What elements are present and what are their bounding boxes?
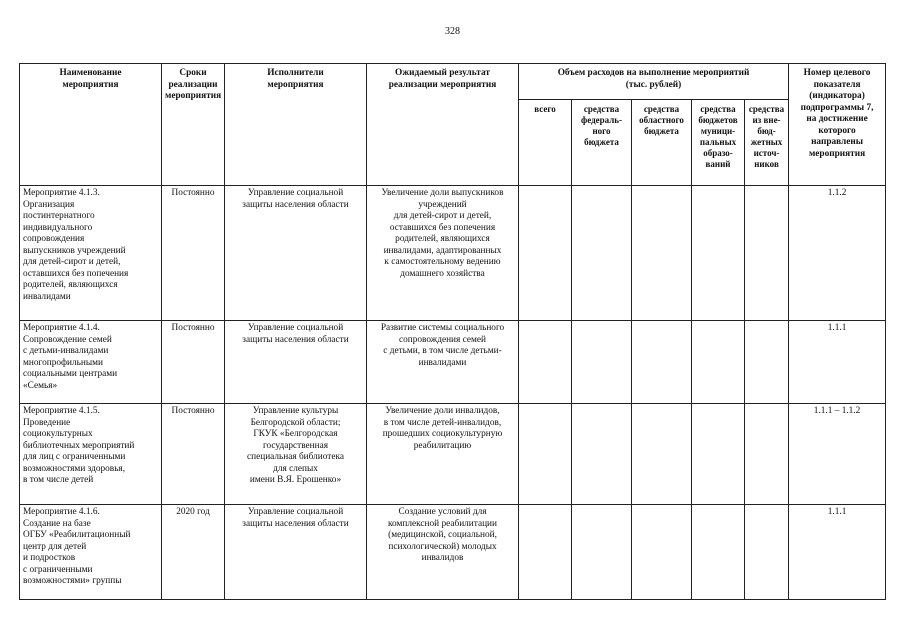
measure-executor: Управление социальной защиты населения области [225,321,367,404]
expense-total-cell [519,186,572,321]
expense-total-cell [519,321,572,404]
measure-term: Постоянно [162,321,225,404]
measure-name: Мероприятие 4.1.3. Организация постинтернатного индивидуального сопровождения выпускников учреждений для детей-сирот и детей, оставшихся без попечения родителей, являющихся инвалидами [20,186,162,321]
indicator-number: 1.1.1 [789,505,886,600]
expense-regional-cell [632,404,692,505]
indicator-number: 1.1.1 – 1.1.2 [789,404,886,505]
measure-executor: Управление культуры Белгородской области; ГКУК «Белгородская государственная специальная библиотека для слепых имени В.Я. Ерошенко» [225,404,367,505]
table-row [20,404,886,505]
table-row [20,505,886,600]
measure-executor: Управление социальной защиты населения области [225,505,367,600]
header-municipal: средства бюджетов муници- пальных образо- ваний [692,100,745,186]
header-regional: средства областного бюджета [632,100,692,186]
measure-term: 2020 год [162,505,225,600]
header-executors: Исполнители мероприятия [225,64,367,186]
expense-municipal-cell [692,505,745,600]
expense-municipal-cell [692,186,745,321]
header-name: Наименование мероприятия [20,64,162,186]
header-indicator: Номер целевого показателя (индикатора) подпрограммы 7, на достижение которого направлены мероприятия [789,64,886,186]
measure-result: Развитие системы социального сопровождения семей с детьми, в том числе детьми- инвалидами [367,321,519,404]
header-federal: средства федераль- ного бюджета [572,100,632,186]
measures-table [19,63,886,600]
header-offbudget: средства из вне- бюд- жетных источ- ников [745,100,789,186]
expense-total-cell [519,404,572,505]
expense-offbudget-cell [745,321,789,404]
measure-result: Создание условий для комплексной реабилитации (медицинской, социальной, психологической) молодых инвалидов [367,505,519,600]
indicator-number: 1.1.2 [789,186,886,321]
expense-offbudget-cell [745,505,789,600]
expense-regional-cell [632,505,692,600]
measure-name: Мероприятие 4.1.5. Проведение социокультурных библиотечных мероприятий для лиц с ограниченными возможностями здоровья, в том числе детей [20,404,162,505]
header-result: Ожидаемый результат реализации мероприятия [367,64,519,186]
expense-federal-cell [572,505,632,600]
expense-federal-cell [572,404,632,505]
expense-regional-cell [632,186,692,321]
header-total: всего [519,100,572,186]
expense-municipal-cell [692,321,745,404]
measure-term: Постоянно [162,186,225,321]
header-row [20,64,886,100]
indicator-number: 1.1.1 [789,321,886,404]
expense-total-cell [519,505,572,600]
expense-federal-cell [572,186,632,321]
page-number: 328 [445,26,460,37]
measure-executor: Управление социальной защиты населения области [225,186,367,321]
expense-offbudget-cell [745,404,789,505]
measure-name: Мероприятие 4.1.6. Создание на базе ОГБУ «Реабилитационный центр для детей и подростков с ограниченными возможностями» группы [20,505,162,600]
measure-result: Увеличение доли выпускников учреждений для детей-сирот и детей, оставшихся без попечения родителей, являющихся инвалидами, адаптированных к самостоятельному ведению домашнего хозяйства [367,186,519,321]
header-expenses: Объем расходов на выполнение мероприятий (тыс. рублей) [519,64,789,100]
measure-name: Мероприятие 4.1.4. Сопровождение семей с детьми-инвалидами многопрофильными социальными центрами «Семья» [20,321,162,404]
header-terms: Сроки реализации мероприятия [162,64,225,186]
expense-regional-cell [632,321,692,404]
table-row [20,186,886,321]
expense-offbudget-cell [745,186,789,321]
expense-federal-cell [572,321,632,404]
expense-municipal-cell [692,404,745,505]
table-row [20,321,886,404]
measure-result: Увеличение доли инвалидов, в том числе детей-инвалидов, прошедших социокультурную реабилитацию [367,404,519,505]
measure-term: Постоянно [162,404,225,505]
